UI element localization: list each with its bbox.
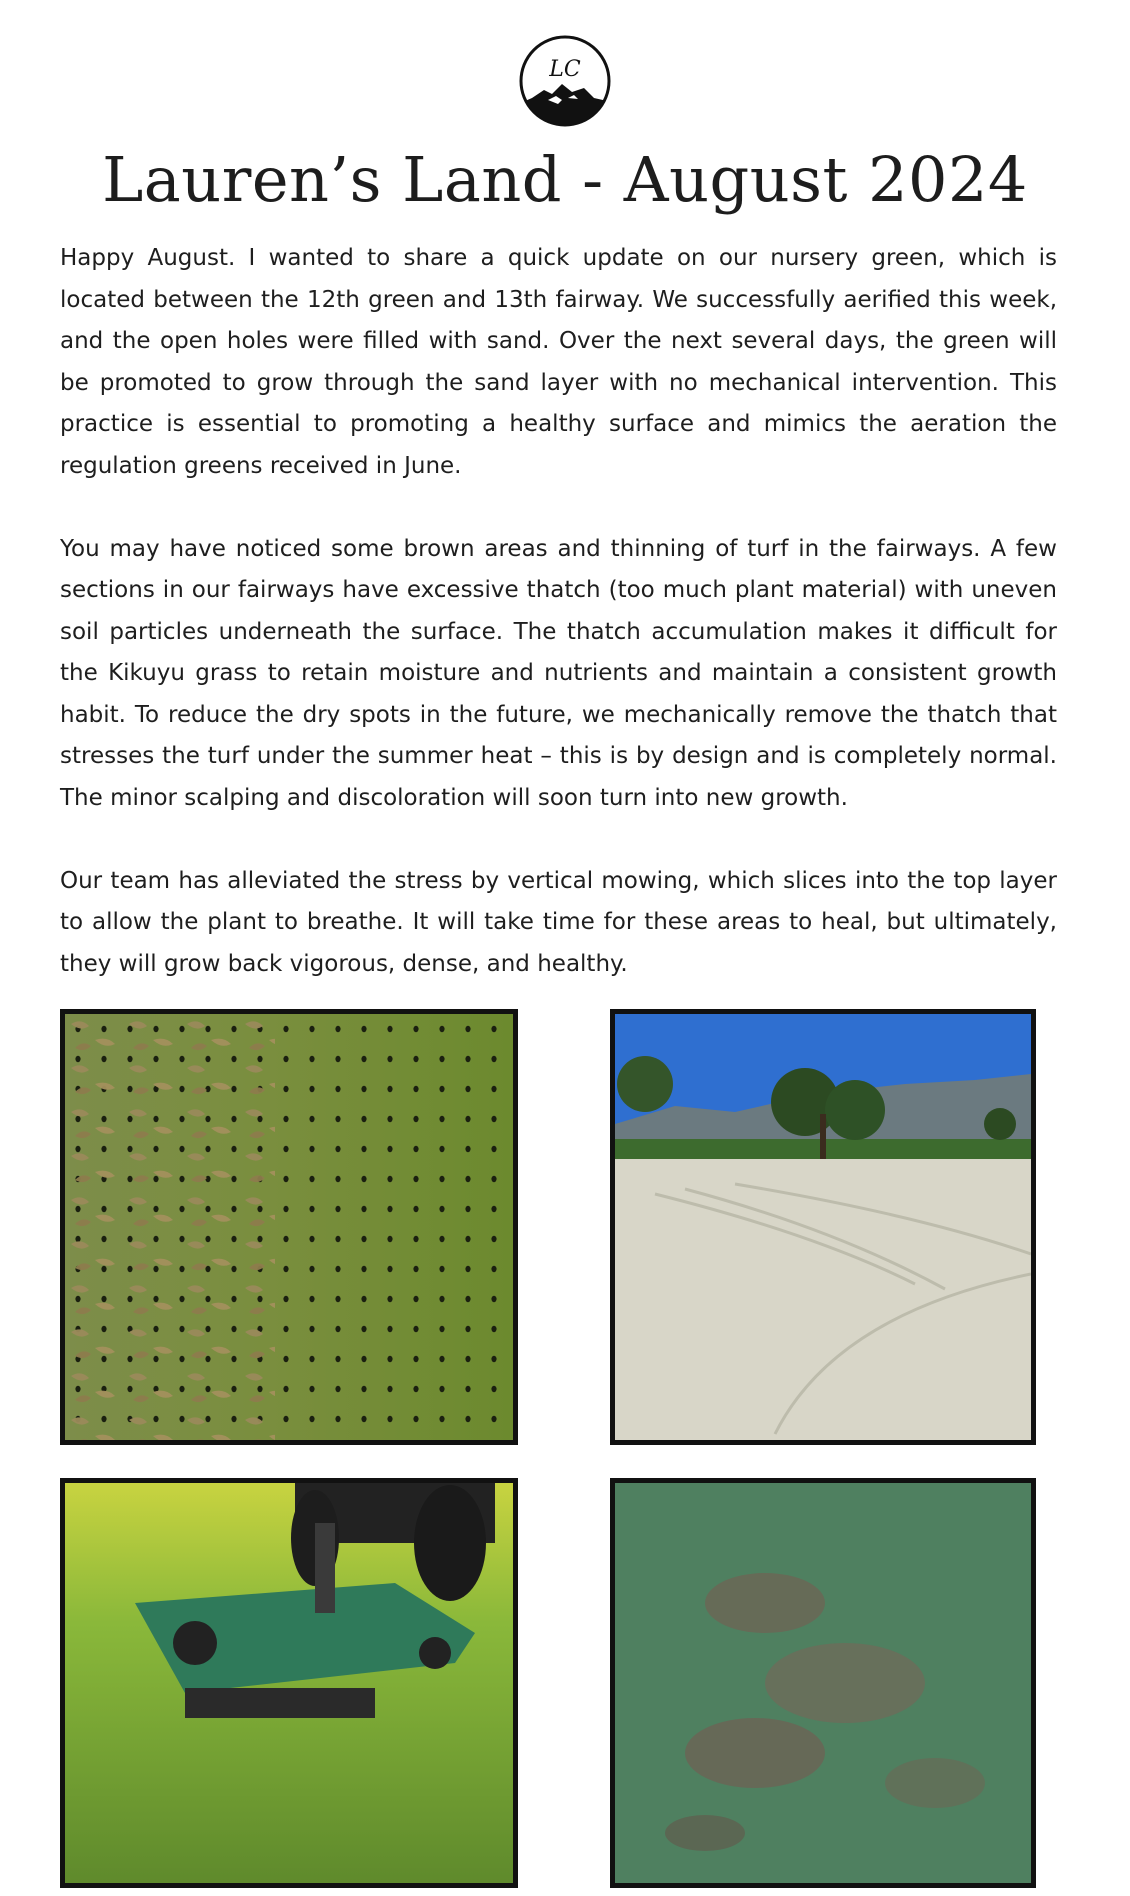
- photo-verticutter-mower: [60, 1478, 518, 1888]
- paragraph-fairway-thatch: You may have noticed some brown areas and thinning of turf in the fairways. A few sections in our fairways have excessive thatch (too much plant material) with uneven soil particles underneath the surface. The thatch accumulation makes it difficult for the Kikuyu grass to retain moisture and nutrients and maintain a consistent growth habit. To reduce the dry spots in the future, we mechanically remove the thatch that stresses the turf under the summer heat – this is by design and is completely normal. The minor scalping and discoloration will soon turn into new growth.: [60, 535, 1057, 811]
- article-body: [60, 238, 1057, 1027]
- photo-aerified-green-cores: [60, 1009, 518, 1445]
- photo-thinned-fairway-turf: [610, 1478, 1036, 1888]
- paragraph-nursery-green: Happy August. I wanted to share a quick update on our nursery green, which is located between the 12th green and 13th fairway. We successfully aerified this week, and the open holes were filled with sand. Over the next several days, the green will be promoted to grow through the sand layer with no mechanical intervention. This practice is essential to promoting a healthy surface and mimics the aeration the regulation greens received in June.: [60, 245, 1057, 479]
- paragraph-vertical-mowing: Our team has alleviated the stress by vertical mowing, which slices into the top layer to allow the plant to breathe. It will take time for these areas to heal, but ultimately, they will grow back vigorous, dense, and healthy.: [60, 867, 1057, 977]
- page-title: Lauren’s Land - August 2024: [102, 143, 1028, 216]
- photo-sand-topdressed-green: [610, 1009, 1036, 1445]
- svg-text:LC: LC: [549, 57, 581, 82]
- lauren-monogram-logo: [518, 34, 612, 128]
